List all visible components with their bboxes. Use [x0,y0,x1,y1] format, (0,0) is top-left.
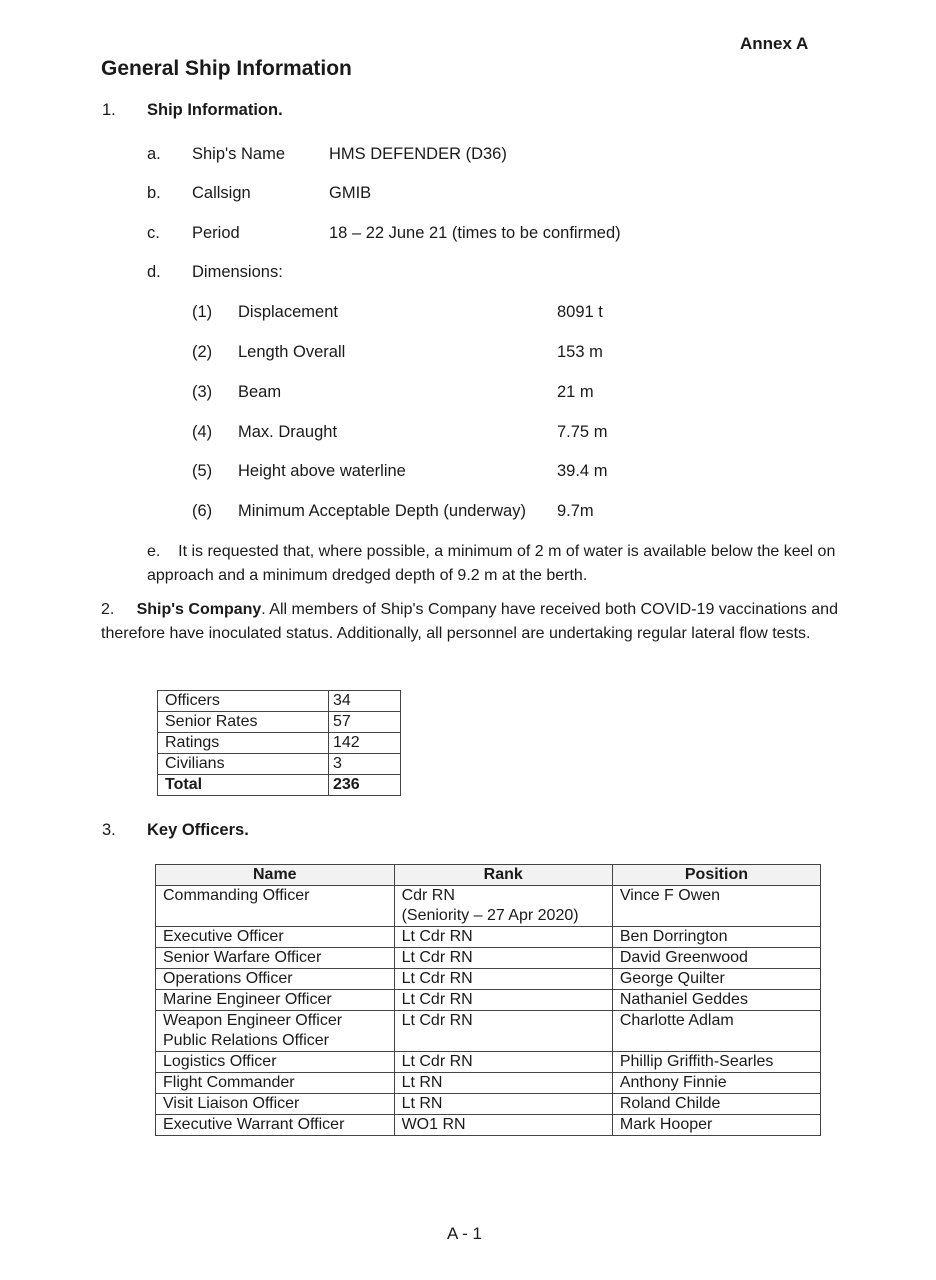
table-row [156,1011,821,1052]
item-b-letter: b. [147,184,161,202]
table-row [156,948,821,969]
officer-name: Visit Liaison Officer [156,1094,395,1115]
officer-position: Vince F Owen [612,886,820,927]
table-row [156,886,821,927]
column-header-rank: Rank [394,865,612,886]
dimension-value: 39.4 m [557,462,608,480]
dimension-value: 8091 t [557,303,603,321]
officer-position: George Quilter [612,969,820,990]
officer-position: Phillip Griffith-Searles [612,1052,820,1073]
dimension-number: (2) [192,343,213,361]
company-total-value: 236 [329,775,401,796]
officer-position: Mark Hooper [612,1115,820,1136]
officer-position: Anthony Finnie [612,1073,820,1094]
dimension-number: (6) [192,502,213,520]
item-b-label: Callsign [192,184,251,202]
officer-name: Flight Commander [156,1073,395,1094]
company-label: Ratings [158,733,329,754]
table-row [156,1073,821,1094]
officer-rank: Lt Cdr RN [394,969,612,990]
item-e-paragraph [147,540,837,588]
officer-rank: Lt RN [394,1073,612,1094]
section-2-paragraph [101,598,841,646]
section-3-number: 3. [102,821,116,839]
table-header-row [156,865,821,886]
officer-rank: Lt Cdr RN [394,927,612,948]
officer-rank: Lt Cdr RN [394,1052,612,1073]
officer-rank: Lt Cdr RN [394,1011,612,1052]
table-row [156,1115,821,1136]
section-2-heading: Ship's Company [136,601,262,618]
company-value: 142 [329,733,401,754]
item-a-value: HMS DEFENDER (D36) [329,145,507,163]
officer-position: Charlotte Adlam [612,1011,820,1052]
table-row [158,733,401,754]
item-d-label: Dimensions: [192,263,283,281]
dimension-label: Length Overall [238,343,346,361]
table-row [156,969,821,990]
dimension-value: 7.75 m [557,423,608,441]
item-c-letter: c. [147,224,160,242]
item-e-text: It is requested that, where possible, a minimum of 2 m of water is available below the keel on approach and a minimum dredged depth of 9.2 m at the berth. [147,543,836,584]
company-label: Senior Rates [158,712,329,733]
dimension-value: 153 m [557,343,603,361]
dimension-value: 9.7m [557,502,594,520]
section-2-number: 2. [101,601,115,618]
dimension-label: Beam [238,383,282,401]
annex-label: Annex A [740,34,809,53]
dimension-number: (4) [192,423,213,441]
item-c-value: 18 – 22 June 21 (times to be confirmed) [329,224,621,242]
table-row [156,990,821,1011]
table-row [156,927,821,948]
dimension-label: Minimum Acceptable Depth (underway) [238,502,526,520]
company-value: 3 [329,754,401,775]
officer-position: David Greenwood [612,948,820,969]
officer-name: Executive Officer [156,927,395,948]
company-value: 34 [329,691,401,712]
dimension-label: Displacement [238,303,338,321]
officer-name: Marine Engineer Officer [156,990,395,1011]
table-row [158,712,401,733]
item-e-letter: e. [147,543,161,560]
officer-rank: Lt RN [394,1094,612,1115]
section-2-text: . All members of Ship's Company have received both COVID-19 vaccinations and therefore have inoculated status. Additionally, all personnel are undertaking regular lateral flow tests. [101,601,838,642]
officer-name: Senior Warfare Officer [156,948,395,969]
table-row [158,691,401,712]
ships-company-table [157,690,401,796]
officer-rank: Lt Cdr RN [394,948,612,969]
officer-seniority: (Seniority – 27 Apr 2020) [401,907,579,924]
section-1-number: 1. [102,101,116,119]
section-1-heading: Ship Information. [147,101,283,119]
officer-rank: WO1 RN [394,1115,612,1136]
officer-name [156,1011,395,1052]
page-number: A - 1 [447,1224,482,1243]
column-header-position: Position [612,865,820,886]
table-row [156,1094,821,1115]
company-value: 57 [329,712,401,733]
item-d-letter: d. [147,263,161,281]
item-b-value: GMIB [329,184,372,202]
dimension-number: (3) [192,383,213,401]
officer-position: Nathaniel Geddes [612,990,820,1011]
dimension-label: Max. Draught [238,423,338,441]
officer-position: Roland Childe [612,1094,820,1115]
officer-rank [394,886,612,927]
officer-name-line: Public Relations Officer [163,1032,329,1049]
dimension-number: (1) [192,303,213,321]
officer-name: Logistics Officer [156,1052,395,1073]
officer-rank: Lt Cdr RN [394,990,612,1011]
key-officers-table [155,864,821,1136]
page-title: General Ship Information [101,57,352,80]
officer-position: Ben Dorrington [612,927,820,948]
company-label: Civilians [158,754,329,775]
officer-name: Commanding Officer [156,886,395,927]
table-row [158,775,401,796]
item-c-label: Period [192,224,240,242]
dimension-label: Height above waterline [238,462,406,480]
column-header-name: Name [156,865,395,886]
item-a-label: Ship's Name [192,145,286,163]
item-a-letter: a. [147,145,161,163]
officer-name-line: Weapon Engineer Officer [163,1012,343,1029]
company-label: Officers [158,691,329,712]
officer-name: Executive Warrant Officer [156,1115,395,1136]
company-total-label: Total [158,775,329,796]
section-3-heading: Key Officers. [147,821,249,839]
dimension-number: (5) [192,462,213,480]
officer-rank-line: Cdr RN [401,887,455,904]
table-row [158,754,401,775]
officer-name: Operations Officer [156,969,395,990]
table-row [156,1052,821,1073]
dimension-value: 21 m [557,383,594,401]
